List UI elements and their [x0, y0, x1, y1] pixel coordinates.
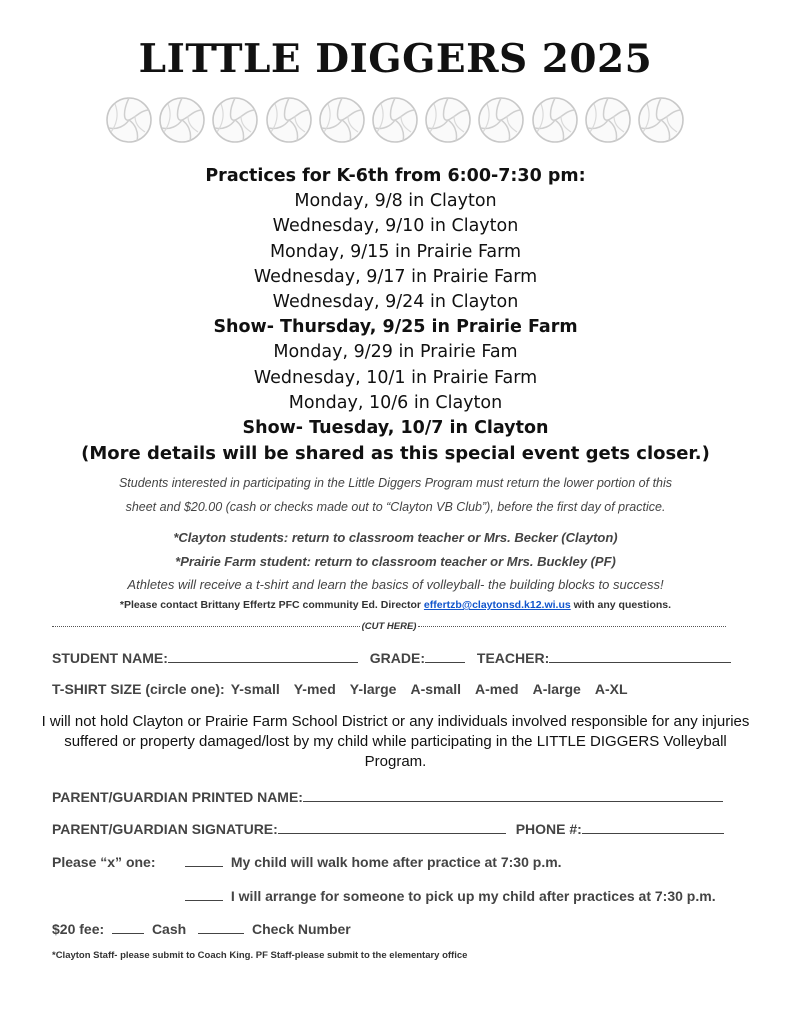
athletes-note: Athletes will receive a t-shirt and learn the basics of volleyball- the building blocks to success! [127, 577, 664, 592]
volleyball-icon [318, 96, 366, 144]
guardian-signature-field[interactable] [278, 819, 506, 834]
grade-field[interactable] [425, 648, 465, 663]
practice-date-line: Monday, 9/29 in Prairie Fam [273, 342, 518, 363]
grade-label: GRADE: [369, 650, 426, 666]
volleyball-icon [371, 96, 419, 144]
contact-email-link[interactable]: effertzb@claytonsd.k12.wi.us [423, 599, 571, 611]
volleyball-icon [531, 96, 579, 144]
guardian-signature-label: PARENT/GUARDIAN SIGNATURE: [52, 821, 278, 837]
volleyball-icon [211, 96, 259, 144]
practice-date-line: Monday, 10/6 in Clayton [288, 392, 503, 413]
practice-date-line: Wednesday, 10/1 in Prairie Farm [253, 367, 538, 388]
contact-suffix: with any questions. [570, 599, 672, 611]
contact-prefix: *Please contact Brittany Effertz PFC community Ed. Director [119, 599, 424, 611]
practice-date-line: Wednesday, 9/24 in Clayton [272, 291, 519, 312]
fee-label: $20 fee: [52, 921, 105, 937]
check-number-field[interactable] [198, 919, 244, 934]
practice-date-line: Monday, 9/8 in Clayton [294, 191, 497, 212]
cash-checkbox[interactable] [112, 919, 144, 934]
volleyball-icon [424, 96, 472, 144]
practice-date-line: Monday, 9/15 in Prairie Farm [269, 241, 522, 262]
guardian-name-field[interactable] [303, 787, 723, 802]
volleyball-icon [265, 96, 313, 144]
student-name-label: STUDENT NAME: [52, 650, 168, 666]
practice-date-line: Wednesday, 9/10 in Clayton [272, 216, 519, 237]
tshirt-size-option[interactable]: Y-large [349, 681, 397, 697]
walk-home-row [52, 852, 562, 870]
tshirt-size-options [231, 681, 642, 697]
show-date-line: Show- Thursday, 9/25 in Prairie Farm [213, 317, 578, 338]
volleyball-icon [105, 96, 153, 144]
x-one-label: Please “x” one: [52, 854, 156, 870]
pickup-option: I will arrange for someone to pick up my child after practices at 7:30 p.m. [230, 888, 716, 904]
schedule-heading: Practices for K-6th from 6:00-7:30 pm: [205, 166, 586, 186]
tshirt-size-option[interactable]: Y-small [230, 681, 280, 697]
staff-footer-note: *Clayton Staff- please submit to Coach King. PF Staff-please submit to the elementary office [52, 950, 468, 961]
cut-dotted-line-right [418, 626, 726, 627]
teacher-field[interactable] [549, 648, 731, 663]
guardian-signature-row [52, 819, 724, 837]
clayton-return-note: *Clayton students: return to classroom teacher or Mrs. Becker (Clayton) [173, 530, 618, 545]
info-line-1: Students interested in participating in the Little Diggers Program must return the lower portion of this [118, 476, 673, 490]
phone-label: PHONE #: [515, 821, 582, 837]
guardian-name-row [52, 787, 723, 805]
practice-schedule [0, 164, 791, 467]
volleyball-icon [158, 96, 206, 144]
schedule-list [0, 189, 791, 441]
tshirt-size-option[interactable]: A-large [532, 681, 581, 697]
student-info-row [52, 648, 731, 666]
show-date-line: Show- Tuesday, 10/7 in Clayton [242, 417, 549, 438]
pickup-checkbox[interactable] [185, 886, 223, 901]
volleyball-icon [584, 96, 632, 144]
info-line-2: sheet and $20.00 (cash or checks made out to “Clayton VB Club”), before the first day of practice. [125, 500, 666, 514]
page-title: LITTLE DIGGERS 2025 [138, 36, 653, 82]
walk-home-option: My child will walk home after practice at 7:30 p.m. [230, 854, 562, 870]
prairie-farm-return-note: *Prairie Farm student: return to classroom teacher or Mrs. Buckley (PF) [175, 554, 616, 569]
tshirt-size-option[interactable]: A-XL [594, 681, 628, 697]
fee-row [52, 919, 351, 937]
volleyball-decoration-row [105, 96, 685, 146]
check-number-label: Check Number [251, 921, 351, 937]
schedule-details-note: (More details will be shared as this special event gets closer.) [81, 443, 710, 465]
cash-label: Cash [151, 921, 187, 937]
tshirt-size-option[interactable]: A-small [410, 681, 462, 697]
cut-dotted-line-left [52, 626, 360, 627]
guardian-name-label: PARENT/GUARDIAN PRINTED NAME: [52, 789, 303, 805]
teacher-label: TEACHER: [476, 650, 550, 666]
tshirt-size-label: T-SHIRT SIZE (circle one): [52, 681, 225, 697]
practice-date-line: Wednesday, 9/17 in Prairie Farm [253, 266, 538, 287]
tshirt-size-row [52, 681, 656, 697]
volleyball-icon [637, 96, 685, 144]
cut-here-divider [52, 618, 726, 634]
tshirt-size-option[interactable]: Y-med [293, 681, 336, 697]
contact-note [0, 599, 791, 611]
pickup-row [185, 886, 716, 904]
tshirt-size-option[interactable]: A-med [475, 681, 519, 697]
student-name-field[interactable] [168, 648, 358, 663]
volleyball-icon [477, 96, 525, 144]
phone-field[interactable] [582, 819, 724, 834]
cut-here-label: (CUT HERE) [361, 620, 417, 632]
walk-home-checkbox[interactable] [185, 852, 223, 867]
liability-release-text: I will not hold Clayton or Prairie Farm School District or any individuals involved responsible for any injuries suffered or property damaged/lost by my child while participating in the LITTLE DIGGERS Volleyball Program. [41, 713, 750, 770]
